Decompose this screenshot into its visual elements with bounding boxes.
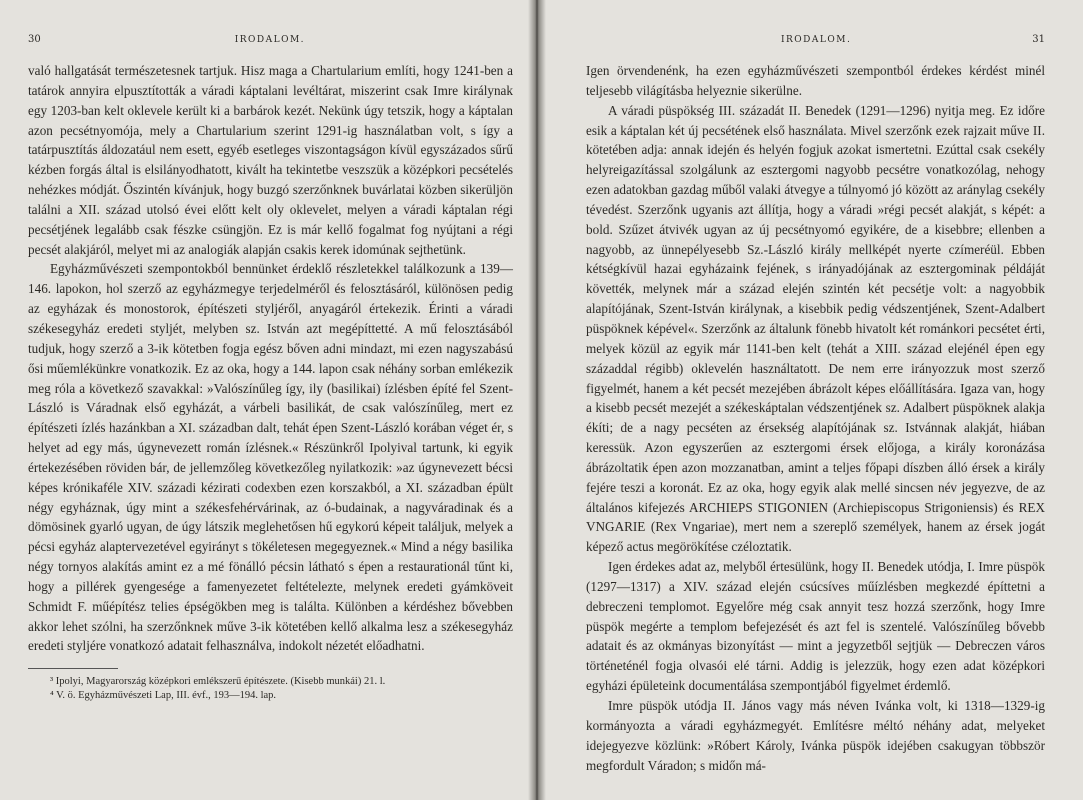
paragraph: A váradi püspökség III. századát II. Benedek (1291—1296) nyitja meg. Ez időre esik a káptalan két új pecsétének első használata. Mivel szerzőnk ezek rajzait műve II. kötetében adja: annak idején és helyén fogjuk azokat ismertetni. Ezúttal csak csekély helyreigazítással szolgálunk az esztergomi nagyobb pecsétre vonatkozólag, nehogy ezen adatokban gazdag műből valaki átvegye a túlnyomó jó között az aránylag csekély tévedést. Szerzőnk ugyanis azt állítja, hogy a váradi »régi pecsét alakját, s képét: a bold. Szűzet átvivék ugyan az új pecsétnyomó egyikére, de a kisebbre; ellenben a nagyobb, az ünnepélyesebb Sz.-László király mellképét nyerte czímeréül. Ebben kétségkívül hazai egyházaink fejének, s irányadójának az esztergominak példáját követték, melynek már a század elején szintén két pecsétje volt: a nagyobbik alapítójának, Szent-István királynak, a kisebbik pedig védszentjének, Szent-Adalbert püspöknek képével«. Szerzőnk az általunk fönebb hivatolt két románkori pecsétet érti, melyek közül az egyik már 1141-ben kelt (tehát a XIII. század elejénél épen egy századdal régibb) oklevelén használtatott. De nem erre irányozzuk most szerző figyelmét, hanem a két pecsét mezejében ábrázolt képes előállítására. Igaza van, hogy a kisebb pecsét mezejét a székeskáptalan védszentjének sz. Adalbert püspöknek alakja ékíti; de a nagy pecséten az érsekség alapítójának sz. Istvánnak alakját, hiában keressük. Azon egyszerűen az esztergomi érsek előjoga, a király koronázása ábrázoltatik épen azon mozzanatban, amint a teljes főpapi díszben álló érsek a király fejére teszi a koronát. Ez az oka, hogy egyik alak mellé sincsen név jegyezve, de az általános kifejezés ARCHIEPS STIGONIEN (Archiepiscopus Strigoniensis) és REX VNGARIE (Rex Vngariae), mert nem a szereplő személyek, hanem az érsek jogát képező actus megörökítése czéloztatik. bbox=[586, 102, 1045, 555]
left-running-title: IRODALOM. bbox=[234, 35, 306, 45]
paragraph: való hallgatását természetesnek tartjuk. Hisz maga a Chartularium említi, hogy 1241-ben a tatárok annyira elpusztították a váradi káptalani levéltárat, miszerint csak Imre királynak egy 1203-ban kelt oklevele került ki a barbárok kezét. Nekünk úgy tetszik, hogy a káptalan azon pecsétnyomója, mely a Chartularium szerint 1291-ig használatban volt, s így a tatárpusztítás áldozatául nem esett, egyéb esetleges viszontagságon kívül egyszázados sűrű kézben forgás által is elsilányodhatott, kivált ha tekintetbe veszszük a középkori pecsételés nehézkes módját. Őszintén kívánjuk, hogy buzgó szerzőnknek buvárlatai közben sikerüljön találni a XII. század utolsó évei előtt kelt oly oklevelet, melyen a váradi káptalan régi pecsétjének legalább csak fészke csüngjön. Ez is már kellő fogalmat fog nyújtani a régi pecsét alakjáról, melyet mi az analogiák alapján csakis kerek idomúnak sejthetünk. bbox=[28, 63, 513, 257]
footnote: ³ Ipolyi, Magyarország középkori emlékszerű építészete. (Kisebb munkái) 21. l. bbox=[50, 676, 386, 688]
paragraph: Imre püspök utódja II. János vagy más néven Ivánka volt, ki 1318—1329-ig kormányozta a váradi egyházmegyét. Említésre méltó néhány adat, melyeket idejegyezve közlünk: »Róbert Károly, Ivánka püspök idejében csakugyan többször megfordult Váradon; s midőn má- bbox=[586, 698, 1045, 773]
right-body-text bbox=[586, 61, 1045, 775]
footnote: ⁴ V. ö. Egyházművészeti Lap, III. évf., 193—194. lap. bbox=[50, 690, 277, 702]
right-page-number: 31 bbox=[1032, 34, 1045, 45]
left-page-number: 30 bbox=[28, 34, 41, 45]
right-running-head bbox=[586, 34, 1045, 45]
footnote-rule bbox=[28, 668, 118, 669]
left-body-text bbox=[28, 61, 513, 656]
left-page bbox=[0, 0, 535, 800]
paragraph: Egyházművészeti szempontokból bennünket érdeklő részletekkel találkozunk a 139—146. lapokon, hol szerző az egyházmegye terjedelméről és felosztásáról, különösen pedig az egyházak és monostorok, építészeti styljéről, anyagáról értekezik. Érinti a váradi székesegyház eredeti styljét, melyben sz. István azt megépíttetté. A mű felosztásából tudjuk, hogy szerző a 3-ik kötetben fogja egész bőven adni mindazt, mi ezen nagyszabású ősi műemlékünkre vonatkozik. Ez az oka, hogy a 144. lapon csak néhány sorban emlékezik meg róla a következő szavakkal: »Valószínűleg így, ily (basilikai) ízlésben építé fel Szent-László is Váradnak első egyházát, a várbeli basilikát, de csak valószínűleg, mert ez építészeti ízlés hazánkban a XI. században dalt, tehát épen Szent-László korában véget ér, s helyet ad egy más, úgynevezett román ízlésnek.« Részünkről Ipolyival tartunk, ki egyik értekezésében röviden bár, de jellemzőleg következőleg nyilatkozik: »az úgynevezett bécsi képes krónikaféle XIV. századi kézirati codexben ezen korszakból, a XI. században épült négy egyháznak, úgy mint a székesfehérvárinak, az ó-budainak, a nagyváradinak és a dömösinek gyarló ugyan, de úgy látszik meglehetősen hű egykorú képeit találjuk, melyek a pécsi egyház alaptervezetével egyirányt s tökéletesen megegyeznek.« Mind a négy basilika négy tornyos alakítás amint ez a mé fönálló pécsin látható s épen a restaurationál tűnt ki, hogy a pillérek gyengesége a famenyezetet feltételezte, melynek eredeti gyámköveit Schmidt F. műépítész telies épségökben meg is találta. Különben a kérdéshez bővebben akkor lehet szólni, ha szerzőnknek műve 3-ik kötetében kellő alkalma lesz a székesegyház eredeti styljére vonatkozó adatait felhasználva, indokolt nézetét előadhatni. bbox=[28, 261, 513, 654]
right-running-title: IRODALOM. bbox=[780, 35, 852, 45]
book-gutter bbox=[528, 0, 546, 800]
paragraph: Igen érdekes adat az, melyből értesülünk, hogy II. Benedek utódja, I. Imre püspök (1297—1317) a XIV. század elején csúcsíves műízlésben megkezdé építtetni a debreczeni templomot. Egyelőre még csak annyit tesz hozzá szerzőnk, hogy Imre püspök megérte a templom befejezését és azt fel is szentelé. Valószínűleg bővebb adatait és az okmányas bizonyítást — mint a jegyzetből sejtjük — Debreczen város történeténél fogja olvasói elé tárni. Addig is jelezzük, hogy ezen adat középkori egyházi épületeink documentálása szempontjából figyelmet érdemlő. bbox=[586, 559, 1045, 694]
footnotes bbox=[28, 675, 513, 703]
right-page bbox=[538, 0, 1083, 800]
left-running-head bbox=[28, 34, 513, 45]
paragraph: Igen örvendenénk, ha ezen egyházművészeti szempontból érdekes kérdést minél teljesebb világításba helyeznie sikerülne. bbox=[586, 63, 1045, 98]
